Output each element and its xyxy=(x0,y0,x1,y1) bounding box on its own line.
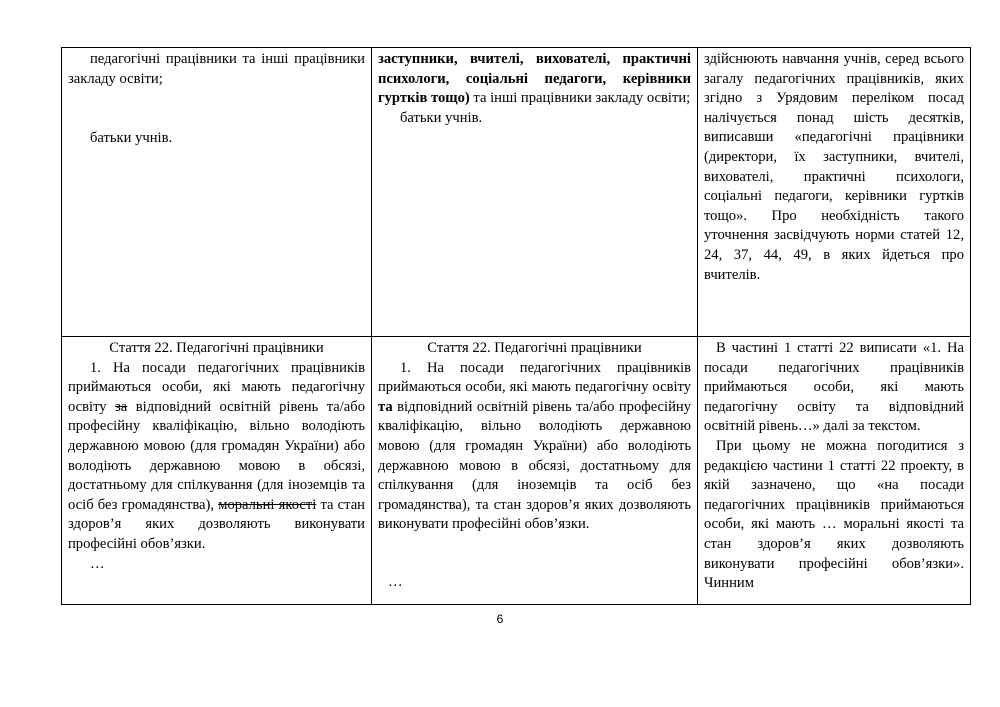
bold-text: заступники, вчителі, вихователі, практичні психологи, соціальні педагоги, керівники гуртків тощо) xyxy=(378,51,691,107)
paragraph: батьки учнів. xyxy=(400,109,483,126)
article-title: Стаття 22. Педагогічні працівники xyxy=(109,340,324,356)
cell-current-law xyxy=(62,337,372,605)
cell-justification xyxy=(698,48,971,337)
cell-proposed-text xyxy=(372,48,698,337)
paragraph xyxy=(378,50,691,109)
strikethrough-text: моральні якості xyxy=(218,496,317,513)
page-number: 6 xyxy=(496,612,504,626)
table-row xyxy=(62,337,971,605)
paragraph xyxy=(68,359,365,555)
comparison-table xyxy=(61,47,971,605)
text-span: та стан здоров’я яких дозволяють виконувати професійні обов’язки. xyxy=(68,496,365,552)
bold-text: та xyxy=(378,398,393,415)
text-span: відповідний освітній рівень та/або професійну кваліфікацію, вільно володіють державною мовою (для громадян України) або володіють державною мовою в обсязі, достатньому для спілкування (для іноземців та осіб без громадянства), xyxy=(68,398,365,513)
paragraph: В частині 1 статті 22 виписати «1. На посади педагогічних працівників приймаються особи, які мають педагогічну освіту та відповідний освітній рівень…» далі за текстом. xyxy=(704,340,964,435)
article-title: Стаття 22. Педагогічні працівники xyxy=(427,340,642,356)
text-span: 1. На посади педагогічних працівників приймаються особи, які мають педагогічну освіту xyxy=(378,359,691,396)
cell-justification xyxy=(698,337,971,605)
text-span: 1. На посади педагогічних працівників приймаються особи, які мають педагогічну освіту xyxy=(68,359,365,415)
paragraph: педагогічні працівники та інші працівники закладу освіти; xyxy=(68,51,365,87)
ellipsis: … xyxy=(90,555,105,572)
paragraph xyxy=(378,359,691,535)
cell-proposed-text xyxy=(372,337,698,605)
text-span: відповідний освітній рівень та/або професійну кваліфікацію, вільно володіють державною мовою (для громадян України) або володіють державною мовою в обсязі, достатньому для спілкування (для іноземців та осіб без громадянства), та стан здоров’я яких дозволяють виконувати професійні обов’язки. xyxy=(378,398,691,533)
strikethrough-text: за xyxy=(115,398,128,415)
paragraph: При цьому не можна погодитися з редакцією частини 1 статті 22 проекту, в якій зазначено, що «на посади педагогічних працівників приймаються особи, які мають … моральні якості та стан здоров’я яких дозволяють виконувати професійні обов’язки». Чинним xyxy=(704,437,964,592)
paragraph: здійснюють навчання учнів, серед всього загалу педагогічних працівників, яких згідно з Урядовим переліком посад налічується понад шість десятків, виписавши «педагогічні працівники (директори, їх заступники, вчителі, вихователі, практичні психологи, соціальні педагоги, керівники гуртків тощо». Про необхідність такого уточнення засвідчують норми статей 12, 24, 37, 44, 49, в яких йдеться про вчителів. xyxy=(704,51,964,283)
cell-current-law xyxy=(62,48,372,337)
table-row xyxy=(62,48,971,337)
text-span: та інші працівники закладу освіти; xyxy=(469,90,691,107)
ellipsis: … xyxy=(388,573,403,590)
paragraph: батьки учнів. xyxy=(90,130,173,147)
